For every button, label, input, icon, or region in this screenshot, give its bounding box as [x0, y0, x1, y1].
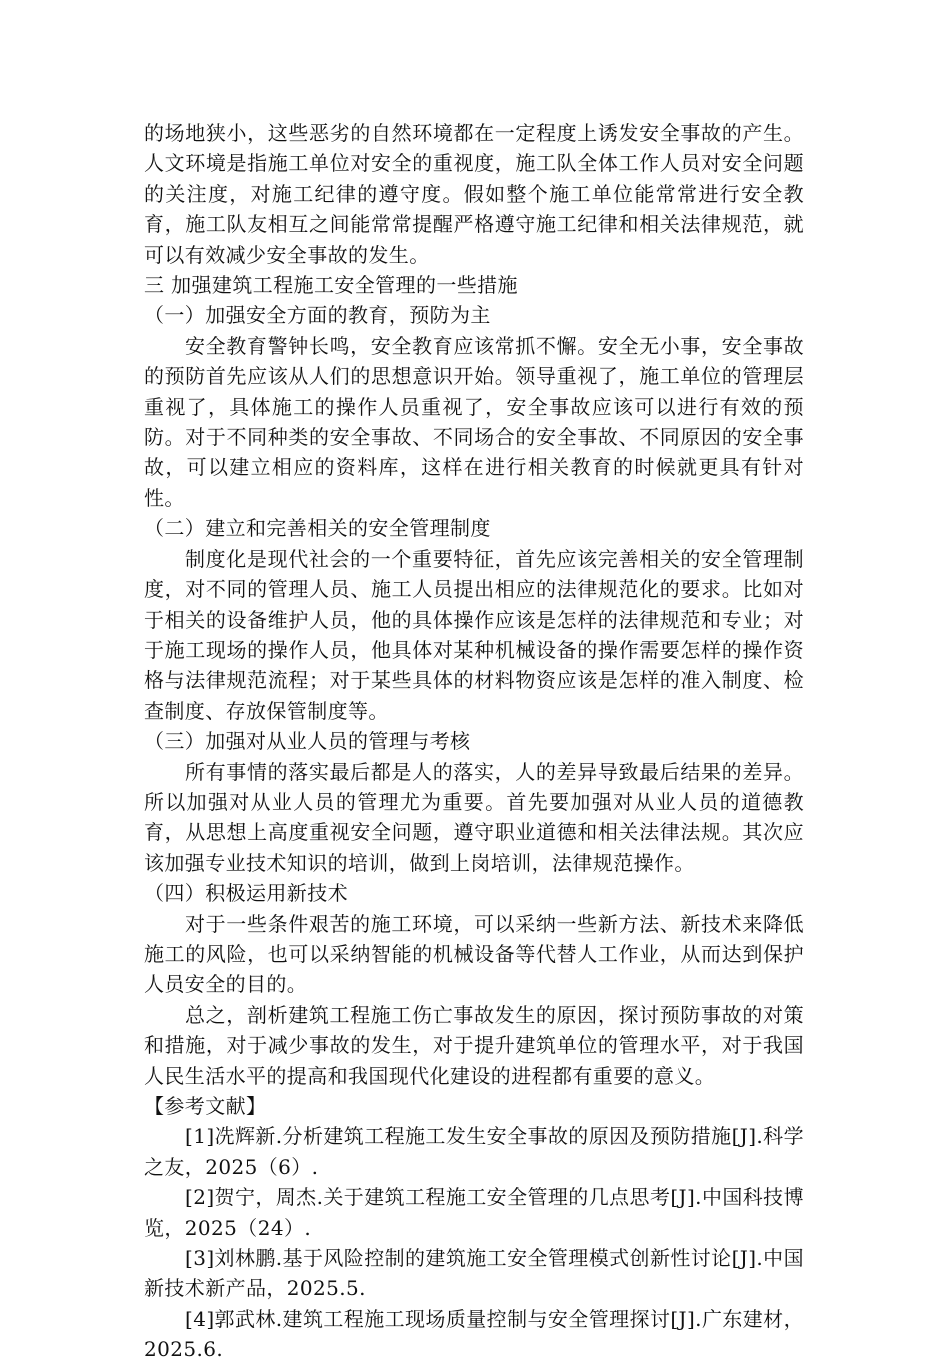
references-heading: 【参考文献】 [144, 1094, 267, 1118]
sub-heading: （四）积极运用新技术 [144, 881, 348, 906]
body-paragraph: 的场地狭小，这些恶劣的自然环境都在一定程度上诱发安全事故的产生。人文环境是指施工单位对安全的重视度，施工队全体工作人员对安全问题的关注度，对施工纪律的遵守度。假如整个施工单位能常常进行安全教育，施工队友相互之间能常常提醒严格遵守施工纪律和相关法律规范，就可以有效减少安全事故的发生。 [144, 121, 804, 267]
reference-item: [2]贺宁，周杰.关于建筑工程施工安全管理的几点思考[J].中国科技博览，2025（24）. [144, 1185, 804, 1240]
reference-item: [4]郭武林.建筑工程施工现场质量控制与安全管理探讨[J].广东建材，2025.6. [144, 1306, 804, 1362]
document-body [144, 118, 804, 1365]
sub-heading: （三）加强对从业人员的管理与考核 [144, 729, 471, 754]
reference-item: [1]冼辉新.分析建筑工程施工发生安全事故的原因及预防措施[J].科学之友，2025（6）. [144, 1124, 804, 1179]
body-paragraph: 制度化是现代社会的一个重要特征，首先应该完善相关的安全管理制度，对不同的管理人员、施工人员提出相应的法律规范化的要求。比如对于相关的设备维护人员，他的具体操作应该是怎样的法律规范和专业；对于施工现场的操作人员，他具体对某种机械设备的操作需要怎样的操作资格与法律规范流程；对于某些具体的材料物资应该是怎样的准入制度、检查制度、存放保管制度等。 [144, 546, 804, 723]
sub-heading: （一）加强安全方面的教育，预防为主 [144, 303, 491, 328]
body-paragraph: 对于一些条件艰苦的施工环境，可以采纳一些新方法、新技术来降低施工的风险，也可以采纳智能的机械设备等代替人工作业，从而达到保护人员安全的目的。 [144, 911, 804, 997]
section-heading: 三 加强建筑工程施工安全管理的一些措施 [144, 273, 518, 298]
conclusion-paragraph: 总之，剖析建筑工程施工伤亡事故发生的原因，探讨预防事故的对策和措施，对于减少事故的发生，对于提升建筑单位的管理水平，对于我国人民生活水平的提高和我国现代化建设的进程都有重要的意义。 [144, 1002, 804, 1088]
reference-item: [3]刘林鹏.基于风险控制的建筑施工安全管理模式创新性讨论[J].中国新技术新产品，2025.5. [144, 1246, 804, 1301]
body-paragraph: 安全教育警钟长鸣，安全教育应该常抓不懈。安全无小事，安全事故的预防首先应该从人们的思想意识开始。领导重视了，施工单位的管理层重视了，具体施工的操作人员重视了，安全事故应该可以进行有效的预防。对于不同种类的安全事故、不同场合的安全事故、不同原因的安全事故，可以建立相应的资料库，这样在进行相关教育的时候就更具有针对性。 [144, 333, 804, 510]
body-paragraph: 所有事情的落实最后都是人的落实，人的差异导致最后结果的差异。所以加强对从业人员的管理尤为重要。首先要加强对从业人员的道德教育，从思想上高度重视安全问题，遵守职业道德和相关法律法规。其次应该加强专业技术知识的培训，做到上岗培训，法律规范操作。 [144, 759, 804, 875]
sub-heading: （二）建立和完善相关的安全管理制度 [144, 516, 491, 541]
